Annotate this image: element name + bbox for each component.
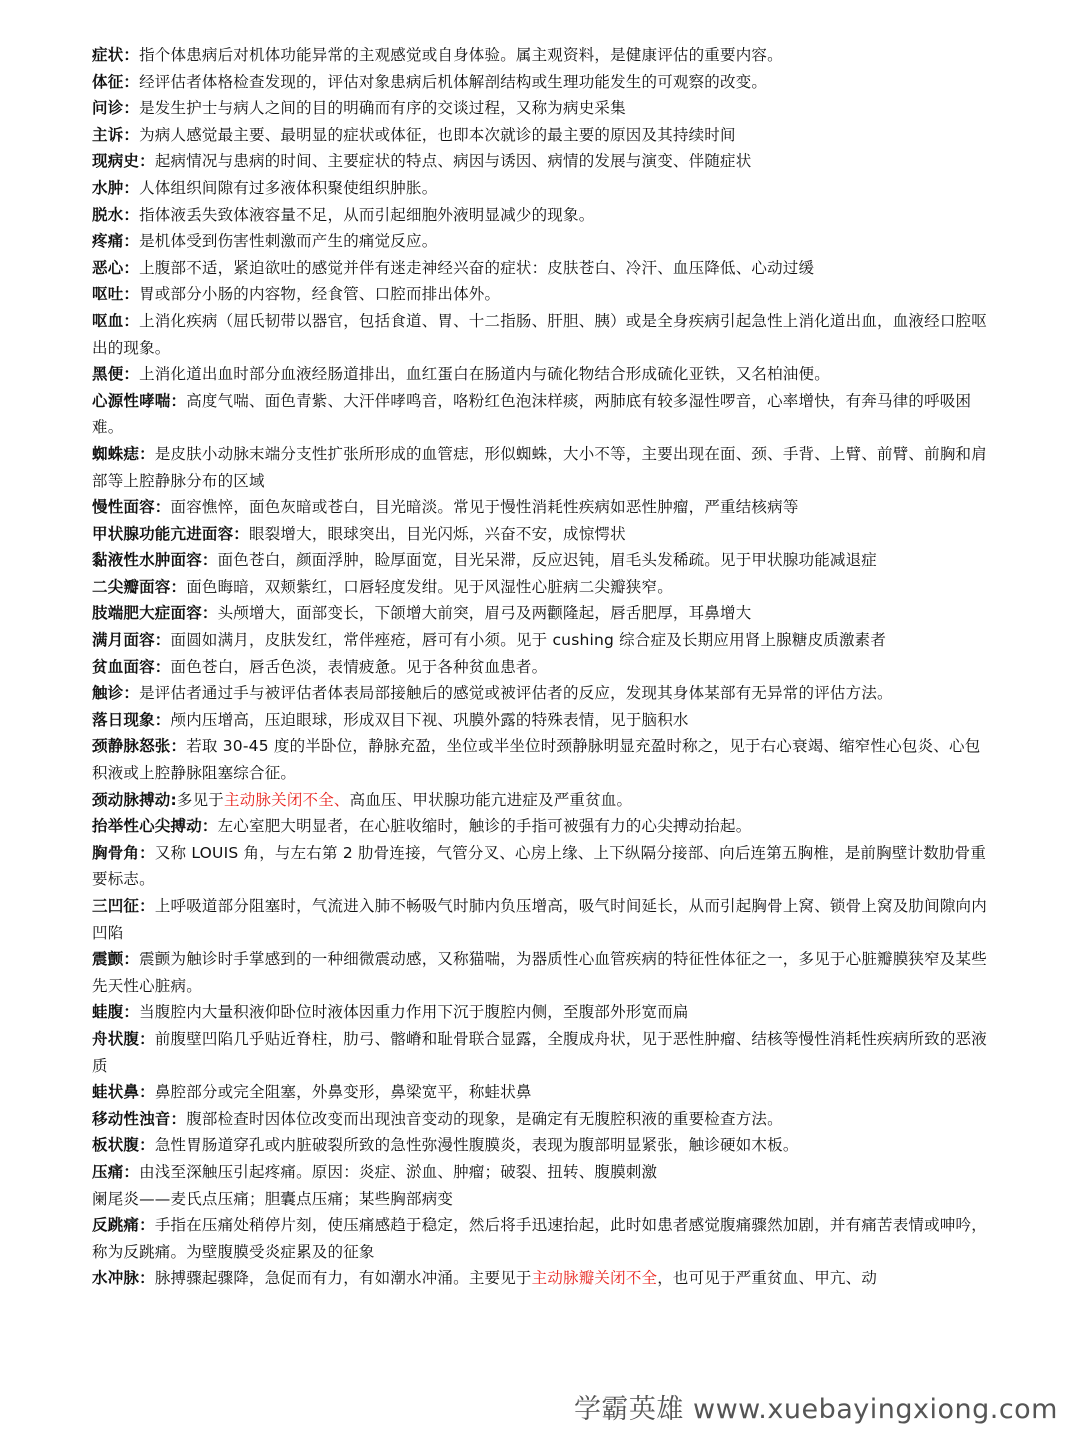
glossary-entry — [92, 654, 992, 681]
glossary-entry — [92, 1106, 992, 1133]
entry-term: 体征： — [92, 72, 140, 91]
entry-definition: 上腹部不适，紧迫欲吐的感觉并伴有迷走神经兴奋的症状：皮肤苍白、冷汗、血压降低、心动过缓 — [139, 258, 815, 277]
entry-definition: 左心室肥大明显者，在心脏收缩时，触诊的手指可被强有力的心尖搏动抬起。 — [217, 817, 752, 836]
entry-definition: 脉搏骤起骤降，急促而有力，有如潮水冲涌。主要见于 — [154, 1269, 532, 1288]
glossary-entry — [92, 627, 992, 654]
entry-definition: 当腹腔内大量积液仰卧位时液体因重力作用下沉于腹腔内侧，至腹部外形宽而扁 — [139, 1003, 689, 1022]
glossary-entry — [92, 1079, 992, 1106]
entry-definition: 眼裂增大，眼球突出，目光闪烁，兴奋不安，成惊愕状 — [249, 524, 626, 543]
entry-term: 胸骨角： — [92, 843, 155, 862]
entry-definition: 面色苍白，颜面浮肿，睑厚面宽，目光呆滞，反应迟钝，眉毛头发稀疏。见于甲状腺功能减退症 — [217, 551, 878, 570]
entry-term: 触诊： — [92, 684, 140, 703]
entry-definition: 是皮肤小动脉末端分支性扩张所形成的血管痣，形似蜘蛛，大小不等，主要出现在面、颈、手背、上臂、前臂、前胸和肩部等上腔静脉分布的区域 — [92, 444, 987, 490]
entry-definition: ，也可见于严重贫血、甲亢、动 — [657, 1269, 878, 1288]
entry-term: 满月面容： — [92, 631, 171, 650]
entry-term: 水冲脉： — [92, 1269, 155, 1288]
entry-definition: 若取 30-45 度的半卧位，静脉充盈，坐位或半坐位时颈静脉明显充盈时称之，见于右心衰竭、缩窄性心包炎、心包积液或上腔静脉阻塞综合征。 — [92, 737, 981, 783]
entry-term: 呕血： — [92, 311, 140, 330]
glossary-entry — [92, 547, 992, 574]
entry-definition: 面色晦暗，双颊紫红，口唇轻度发绀。见于风湿性心脏病二尖瓣狭窄。 — [186, 577, 673, 596]
entry-definition: 是评估者通过手与被评估者体表局部接触后的感觉或被评估者的反应，发现其身体某部有无异常的评估方法。 — [139, 684, 893, 703]
entry-term: 抬举性心尖搏动： — [92, 817, 218, 836]
entry-term: 蜘蛛痣： — [92, 444, 155, 463]
entry-term: 水肿： — [92, 178, 140, 197]
entry-term: 板状腹： — [92, 1136, 155, 1155]
entry-definition: 人体组织间隙有过多液体积聚使组织肿胀。 — [139, 178, 438, 197]
entry-definition: 上呼吸道部分阻塞时，气流进入肺不畅吸气时肺内负压增高，吸气时间延长，从而引起胸骨上窝、锁骨上窝及肋间隙向内凹陷 — [92, 897, 987, 942]
entry-definition: 头颅增大，面部变长，下颌增大前突，眉弓及两颧隆起，唇舌肥厚，耳鼻增大 — [217, 604, 752, 623]
glossary-entry — [92, 69, 992, 96]
entry-definition: 多见于 — [176, 790, 225, 809]
entry-definition: 手指在压痛处稍停片刻，使压痛感趋于稳定，然后将手迅速抬起，此时如患者感觉腹痛骤然加剧，并有痛苦表情或呻吟，称为反跳痛。为壁腹膜受炎症累及的征象 — [92, 1216, 987, 1261]
entry-term: 恶心： — [92, 258, 140, 277]
entry-definition: 指体液丢失致体液容量不足，从而引起细胞外液明显减少的现象。 — [139, 205, 595, 224]
glossary-entry — [92, 707, 992, 734]
glossary-entry — [92, 175, 992, 202]
entry-definition: 阑尾炎——麦氏点压痛；胆囊点压痛；某些胸部病变 — [92, 1189, 454, 1208]
entry-definition: 颅内压增高，压迫眼球，形成双目下视、巩膜外露的特殊表情，见于脑积水 — [170, 710, 689, 729]
glossary-entry — [92, 946, 992, 999]
glossary-entry — [92, 494, 992, 521]
entry-definition: 是发生护士与病人之间的目的明确而有序的交谈过程，又称为病史采集 — [139, 99, 626, 118]
entry-term: 症状： — [92, 46, 140, 64]
entry-highlight: 主动脉瓣关闭不全 — [531, 1269, 658, 1288]
entry-highlight: 主动脉关闭不全、 — [224, 790, 350, 809]
glossary-entry — [92, 228, 992, 255]
glossary-entry — [92, 600, 992, 627]
glossary-entry — [92, 1212, 992, 1265]
entry-definition: 腹部检查时因体位改变而出现浊音变动的现象，是确定有无腹腔积液的重要检查方法。 — [186, 1109, 783, 1128]
entry-definition: 又称 LOUIS 角，与左右第 2 肋骨连接，气管分叉、心房上缘、上下纵隔分接部、向后连第五胸椎，是前胸壁计数肋骨重要标志。 — [92, 843, 987, 889]
entry-definition: 上消化道出血时部分血液经肠道排出，血红蛋白在肠道内与硫化物结合形成硫化亚铁，又名柏油便。 — [139, 365, 830, 384]
entry-definition: 经评估者体格检查发现的，评估对象患病后机体解剖结构或生理功能发生的可观察的改变。 — [139, 72, 768, 91]
entry-term: 震颤： — [92, 950, 140, 969]
glossary-entry — [92, 574, 992, 601]
entry-term: 慢性面容： — [92, 498, 171, 517]
glossary-entry — [92, 1265, 992, 1292]
entry-term: 反跳痛： — [92, 1216, 155, 1235]
entry-definition: 是机体受到伤害性刺激而产生的痛觉反应。 — [139, 232, 438, 251]
entry-definition: 前腹壁凹陷几乎贴近脊柱，肋弓、髂嵴和耻骨联合显露，全腹成舟状，见于恶性肿瘤、结核等慢性消耗性疾病所致的恶液质 — [92, 1029, 987, 1075]
entry-definition: 为病人感觉最主要、最明显的症状或体征，也即本次就诊的最主要的原因及其持续时间 — [139, 125, 736, 144]
glossary-entry — [92, 388, 992, 441]
entry-term: 颈静脉怒张： — [92, 737, 187, 756]
glossary-entry — [92, 42, 992, 69]
glossary-entry — [92, 1186, 992, 1213]
glossary-entry — [92, 122, 992, 149]
glossary-entry — [92, 999, 992, 1026]
entry-term: 脱水： — [92, 205, 140, 224]
glossary-entry — [92, 95, 992, 122]
entry-term: 现病史： — [92, 152, 155, 171]
entry-term: 心源性哮喘： — [92, 391, 187, 410]
glossary-entry — [92, 361, 992, 388]
glossary-entry — [92, 813, 992, 840]
entry-term: 肢端肥大症面容： — [92, 604, 218, 623]
glossary — [92, 42, 992, 1292]
entry-term: 主诉： — [92, 125, 140, 144]
entry-term: 三凹征： — [92, 897, 155, 915]
glossary-entry — [92, 202, 992, 229]
entry-definition: 急性胃肠道穿孔或内脏破裂所致的急性弥漫性腹膜炎，表现为腹部明显紧张，触诊硬如木板。 — [154, 1136, 799, 1155]
entry-definition: 起病情况与患病的时间、主要症状的特点、病因与诱因、病情的发展与演变、伴随症状 — [154, 152, 752, 171]
entry-definition: 高血压、甲状腺功能亢进症及严重贫血。 — [349, 790, 633, 809]
glossary-entry — [92, 787, 992, 814]
glossary-entry — [92, 308, 992, 361]
entry-term: 蛙状鼻： — [92, 1083, 155, 1102]
entry-term: 落日现象： — [92, 710, 171, 729]
entry-term: 呕吐： — [92, 285, 140, 304]
entry-term: 疼痛： — [92, 232, 140, 251]
entry-term: 二尖瓣面容： — [92, 577, 187, 596]
entry-term: 贫血面容： — [92, 657, 171, 676]
entry-definition: 震颤为触诊时手掌感到的一种细微震动感，又称猫喘，为器质性心血管疾病的特征性体征之一，多见于心脏瓣膜狭窄及某些先天性心脏病。 — [92, 950, 987, 995]
entry-definition: 指个体患病后对机体功能异常的主观感觉或自身体验。属主观资料，是健康评估的重要内容。 — [139, 46, 783, 64]
glossary-entry — [92, 255, 992, 282]
entry-term: 蛙腹： — [92, 1003, 140, 1022]
entry-definition: 面容憔悴，面色灰暗或苍白，目光暗淡。常见于慢性消耗性疾病如恶性肿瘤，严重结核病等 — [170, 498, 799, 517]
entry-term: 黏液性水肿面容： — [92, 551, 218, 570]
glossary-entry — [92, 281, 992, 308]
entry-definition: 由浅至深触压引起疼痛。原因：炎症、淤血、肿瘤；破裂、扭转、腹膜刺激 — [139, 1162, 658, 1181]
entry-term: 甲状腺功能亢进面容： — [92, 524, 250, 543]
entry-definition: 上消化疾病（屈氏韧带以器官，包括食道、胃、十二指肠、肝胆、胰）或是全身疾病引起急性上消化道出血，血液经口腔呕出的现象。 — [92, 311, 987, 357]
glossary-entry — [92, 1159, 992, 1186]
entry-definition: 面圆如满月，皮肤发红，常伴痤疮，唇可有小须。见于 cushing 综合症及长期应用肾上腺糖皮质激素者 — [170, 631, 887, 650]
entry-term: 颈动脉搏动: — [92, 790, 177, 809]
glossary-entry — [92, 1026, 992, 1079]
glossary-entry — [92, 680, 992, 707]
entry-term: 移动性浊音： — [92, 1109, 187, 1128]
glossary-entry — [92, 733, 992, 786]
entry-term: 问诊： — [92, 99, 140, 118]
entry-term: 舟状腹： — [92, 1029, 155, 1048]
glossary-entry — [92, 441, 992, 494]
glossary-entry — [92, 521, 992, 548]
watermark: 学霸英雄 www.xuebayingxiong.com — [573, 1394, 1058, 1425]
entry-definition: 面色苍白，唇舌色淡，表情疲惫。见于各种贫血患者。 — [170, 657, 548, 676]
glossary-entry — [92, 893, 992, 946]
glossary-entry — [92, 1132, 992, 1159]
entry-definition: 胃或部分小肠的内容物，经食管、口腔而排出体外。 — [139, 285, 501, 304]
entry-term: 黑便： — [92, 365, 140, 384]
entry-definition: 高度气喘、面色青紫、大汗伴哮鸣音，咯粉红色泡沫样痰，两肺底有较多湿性啰音，心率增快，有奔马律的呼吸困难。 — [92, 391, 972, 437]
glossary-entry — [92, 148, 992, 175]
entry-term: 压痛： — [92, 1162, 140, 1181]
entry-definition: 鼻腔部分或完全阻塞，外鼻变形，鼻梁宽平，称蛙状鼻 — [154, 1083, 532, 1102]
glossary-entry — [92, 840, 992, 893]
